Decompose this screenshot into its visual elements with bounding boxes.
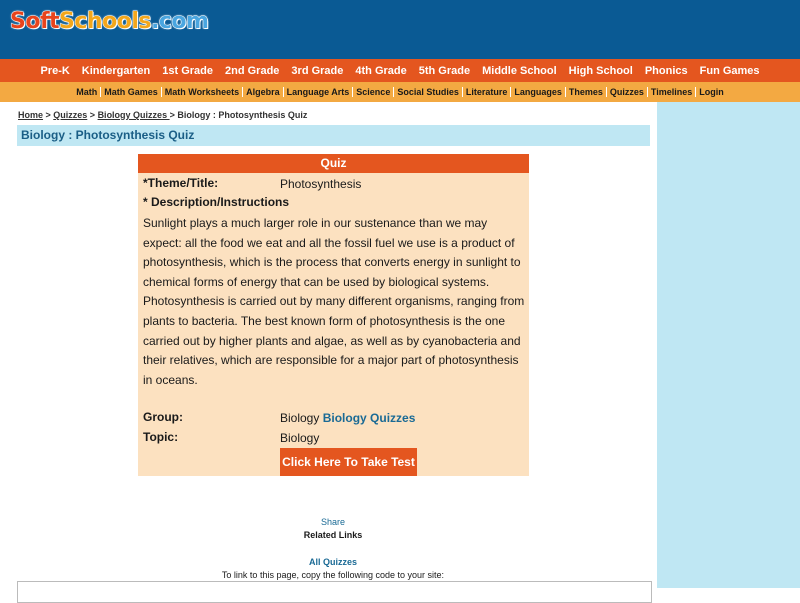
subnav-social-studies[interactable]: Social Studies — [394, 87, 463, 97]
group-text: Biology — [280, 411, 320, 425]
nav-kindergarten[interactable]: Kindergarten — [81, 64, 151, 77]
primary-nav — [0, 59, 800, 82]
subnav-quizzes[interactable]: Quizzes — [607, 87, 648, 97]
theme-label: *Theme/Title: — [143, 176, 219, 190]
nav-phonics[interactable]: Phonics — [644, 64, 688, 77]
quiz-header: Quiz — [138, 154, 529, 173]
related-links-heading: Related Links — [303, 530, 363, 540]
nav-1st-grade[interactable]: 1st Grade — [162, 64, 214, 77]
subnav-timelines[interactable]: Timelines — [648, 87, 696, 97]
topic-label: Topic: — [143, 430, 179, 444]
breadcrumb-home[interactable]: Home — [18, 110, 44, 120]
nav-fun-games[interactable]: Fun Games — [699, 64, 760, 77]
subnav-math-worksheets[interactable]: Math Worksheets — [162, 87, 243, 97]
logo-text-soft: Soft — [10, 9, 60, 34]
theme-value: Photosynthesis — [280, 177, 362, 191]
page-title: Biology : Photosynthesis Quiz — [21, 128, 195, 142]
group-value — [280, 411, 415, 425]
quiz-description: Sunlight plays a much larger role in our sustenance than we may expect: all the food we eat and all the fossil fuel we use is a product of photosynthesis, which is the process that converts energy in sunlight to chemical forms of energy that can be used by biological systems. Photosynthesis is carried out by many different organisms, ranging from plants to bacteria. The best known form of photosynthesis is the one carried out by higher plants and algae, as well as by cyanobacteria and their relatives, which are responsible for a major part of photosynthesis in oceans. — [143, 216, 525, 387]
biology-quizzes-link[interactable]: Biology Quizzes — [322, 411, 416, 425]
nav-middle-school[interactable]: Middle School — [482, 64, 557, 77]
link-instructions: To link to this page, copy the following code to your site: — [221, 570, 445, 580]
breadcrumb-separator: > — [87, 110, 98, 120]
logo-text-schools: Schools — [59, 9, 151, 34]
subnav-algebra[interactable]: Algebra — [243, 87, 284, 97]
subnav-literature[interactable]: Literature — [463, 87, 512, 97]
breadcrumb-biology-quizzes[interactable]: Biology Quizzes — [97, 110, 170, 120]
subnav-math-games[interactable]: Math Games — [101, 87, 162, 97]
subnav-language-arts[interactable]: Language Arts — [284, 87, 354, 97]
subnav-science[interactable]: Science — [353, 87, 394, 97]
nav-3rd-grade[interactable]: 3rd Grade — [291, 64, 344, 77]
embed-code-field[interactable] — [17, 581, 652, 603]
site-header — [0, 0, 800, 59]
all-quizzes-link[interactable]: All Quizzes — [308, 557, 357, 567]
nav-high-school[interactable]: High School — [568, 64, 633, 77]
topic-value: Biology — [280, 431, 320, 445]
page-title-bar — [17, 125, 650, 146]
description-label: * Description/Instructions — [143, 195, 290, 209]
take-test-button[interactable]: Click Here To Take Test — [280, 448, 417, 476]
breadcrumb-separator: > — [43, 110, 54, 120]
subnav-languages[interactable]: Languages — [511, 87, 566, 97]
subnav-themes[interactable]: Themes — [566, 87, 607, 97]
group-label: Group: — [143, 410, 183, 424]
nav-pre-k[interactable]: Pre-K — [40, 64, 70, 77]
softschools-logo[interactable] — [10, 9, 208, 34]
breadcrumb-current: > Biology : Photosynthesis Quiz — [169, 110, 308, 120]
logo-text-com: .com — [150, 9, 209, 34]
secondary-nav — [0, 82, 800, 102]
breadcrumb-quizzes[interactable]: Quizzes — [53, 110, 88, 120]
right-sidebar-panel — [657, 102, 800, 588]
breadcrumb — [18, 110, 307, 120]
quiz-card — [138, 154, 529, 476]
nav-2nd-grade[interactable]: 2nd Grade — [225, 64, 280, 77]
nav-5th-grade[interactable]: 5th Grade — [418, 64, 471, 77]
share-link[interactable]: Share — [320, 517, 346, 527]
subnav-login[interactable]: Login — [699, 87, 724, 97]
nav-4th-grade[interactable]: 4th Grade — [355, 64, 407, 77]
subnav-math[interactable]: Math — [73, 87, 101, 97]
